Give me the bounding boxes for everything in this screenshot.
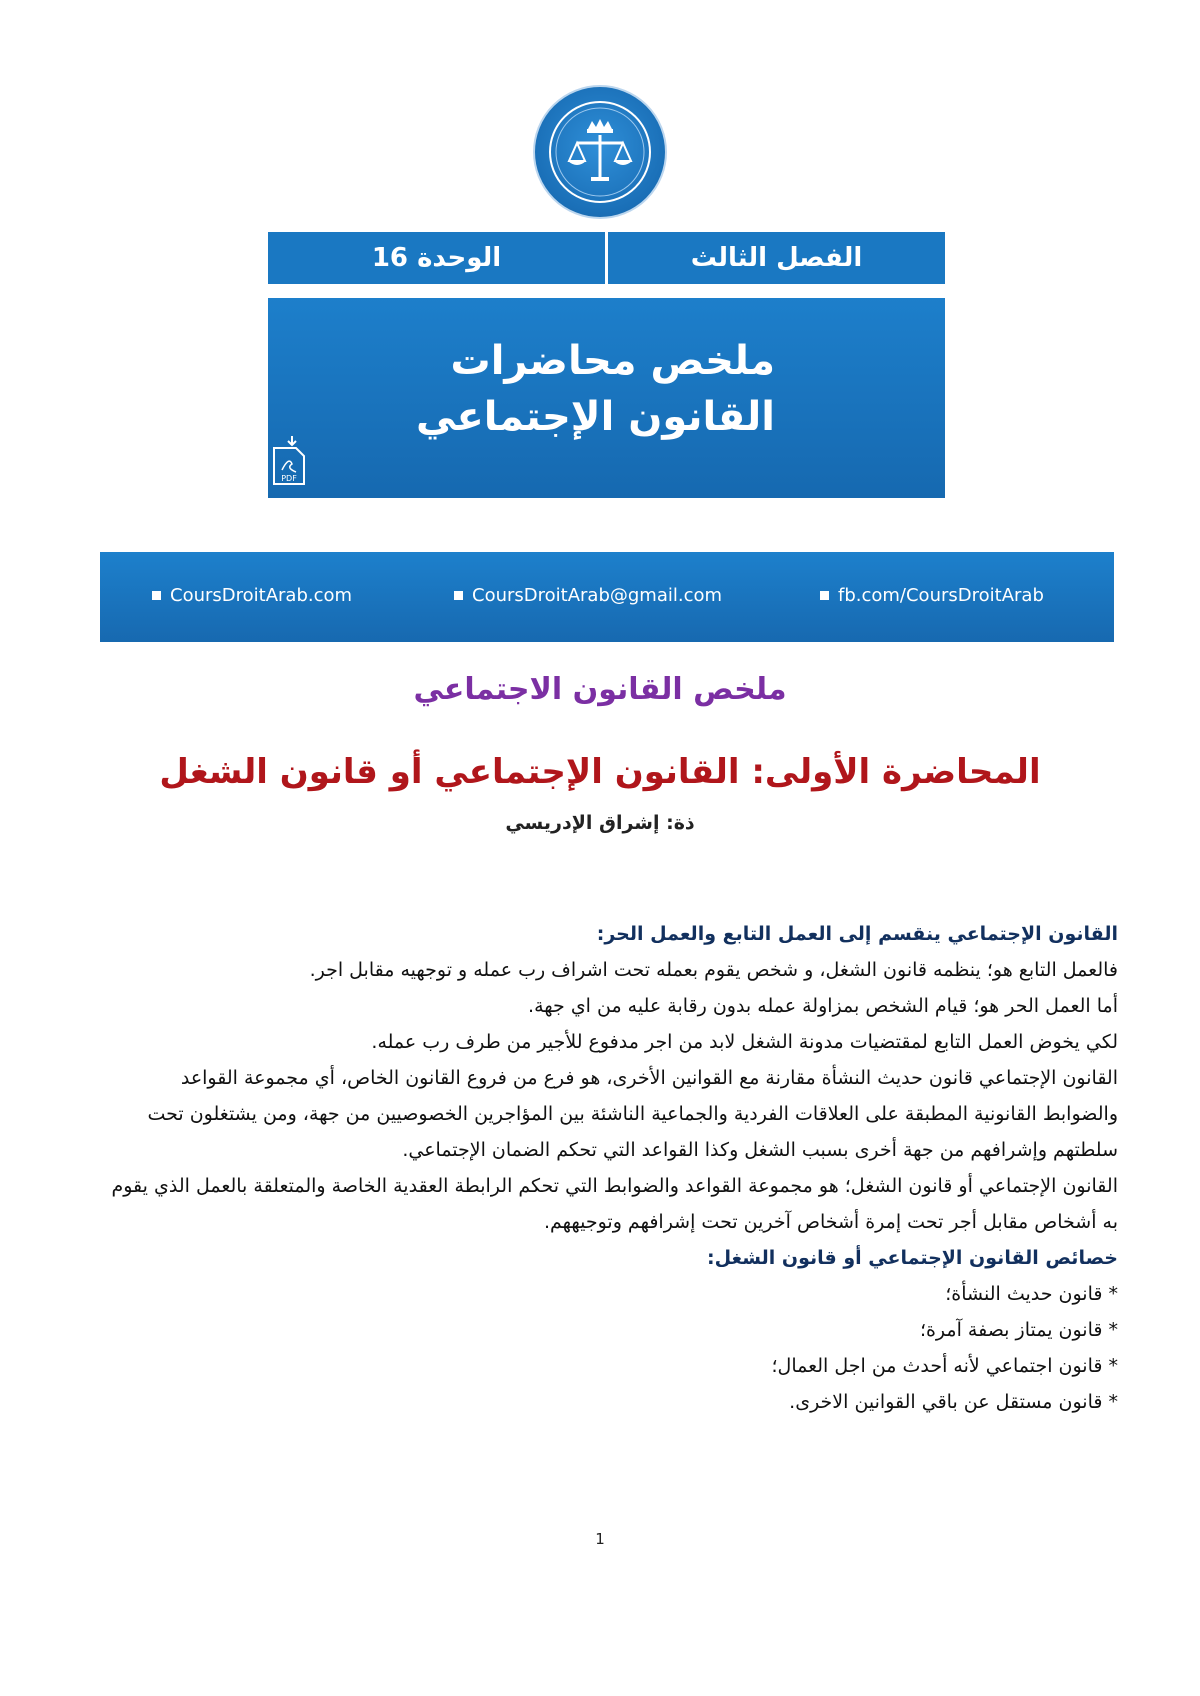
cover-title-line-2: القانون الإجتماعي: [416, 394, 775, 440]
paragraph-2: أما العمل الحر هو؛ قيام الشخص بمزاولة عمله بدون رقابة عليه من اي جهة.: [528, 995, 1118, 1017]
contact-site[interactable]: [152, 585, 352, 606]
lecture-title: المحاضرة الأولى: القانون الإجتماعي أو قانون الشغل: [159, 752, 1041, 792]
chapter-unit-bar: [268, 232, 945, 284]
paragraph-3: لكي يخوض العمل التابع لمقتضيات مدونة الشغل لابد من اجر مدفوع للأجير من طرف رب عمله.: [371, 1031, 1118, 1053]
contact-facebook-text: fb.com/CoursDroitArab: [838, 585, 1044, 606]
scales-icon: [535, 87, 665, 217]
chapter-label: الفصل الثالث: [690, 243, 863, 273]
svg-text:PDF: PDF: [281, 474, 297, 483]
document-title: ملخص القانون الاجتماعي: [413, 672, 787, 707]
cover-title-line-1: ملخص محاضرات: [450, 338, 775, 384]
divider: [605, 232, 608, 284]
contact-site-text: CoursDroitArab.com: [170, 585, 353, 606]
contact-email-text: CoursDroitArab@gmail.com: [472, 585, 723, 606]
section-heading-2: خصائص القانون الإجتماعي أو قانون الشغل:: [706, 1247, 1118, 1269]
page-number: 1: [595, 1530, 605, 1548]
unit-label: الوحدة 16: [371, 243, 502, 273]
paragraph-1: فالعمل التابع هو؛ ينظمه قانون الشغل، و شخص يقوم بعمله تحت اشراف رب عمله و توجهيه مقابل اجر.: [309, 959, 1118, 981]
paragraph-5: القانون الإجتماعي أو قانون الشغل؛ هو مجموعة القواعد والضوابط التي تحكم الرابطة العقدية الخاصة والمتعلقة بالعمل الذي يقوم به أشخاص مقابل أجر تحت إمرة أشخاص آخرين تحت إشرافهم وتوجيههم.: [111, 1175, 1118, 1233]
bullet-item: * قانون حديث النشأة؛: [945, 1283, 1118, 1305]
pdf-icon: [272, 434, 308, 486]
bullet-square-icon: [820, 591, 829, 600]
bullet-square-icon: [152, 591, 161, 600]
contact-bar: [100, 552, 1114, 642]
body-content: [108, 916, 1118, 1420]
paragraph-4: القانون الإجتماعي قانون حديث النشأة مقارنة مع القوانين الأخرى، هو فرع من فروع القانون الخاص، أي مجموعة القواعد والضوابط القانونية المطبقة على العلاقات الفردية والجماعية الناشئة بين المؤاجرين الخصوصيين من جهة، ومن يشتغلون تحت سلطتهم وإشرافهم من جهة أخرى بسبب الشغل وكذا القواعد التي تحكم الضمان الإجتماعي.: [147, 1067, 1118, 1161]
bullet-item: * قانون مستقل عن باقي القوانين الاخرى.: [789, 1391, 1118, 1413]
bullet-item: * قانون يمتاز بصفة آمرة؛: [919, 1319, 1118, 1341]
contact-facebook[interactable]: [820, 585, 1044, 606]
cover-title-box: [268, 298, 945, 498]
bullet-item: * قانون اجتماعي لأنه أحدث من اجل العمال؛: [771, 1355, 1118, 1377]
site-logo: [533, 85, 667, 219]
section-heading-1: القانون الإجتماعي ينقسم إلى العمل التابع والعمل الحر:: [596, 923, 1118, 945]
author-line: ذة: إشراق الإدريسي: [505, 812, 695, 834]
bullet-square-icon: [454, 591, 463, 600]
contact-email[interactable]: [454, 585, 722, 606]
